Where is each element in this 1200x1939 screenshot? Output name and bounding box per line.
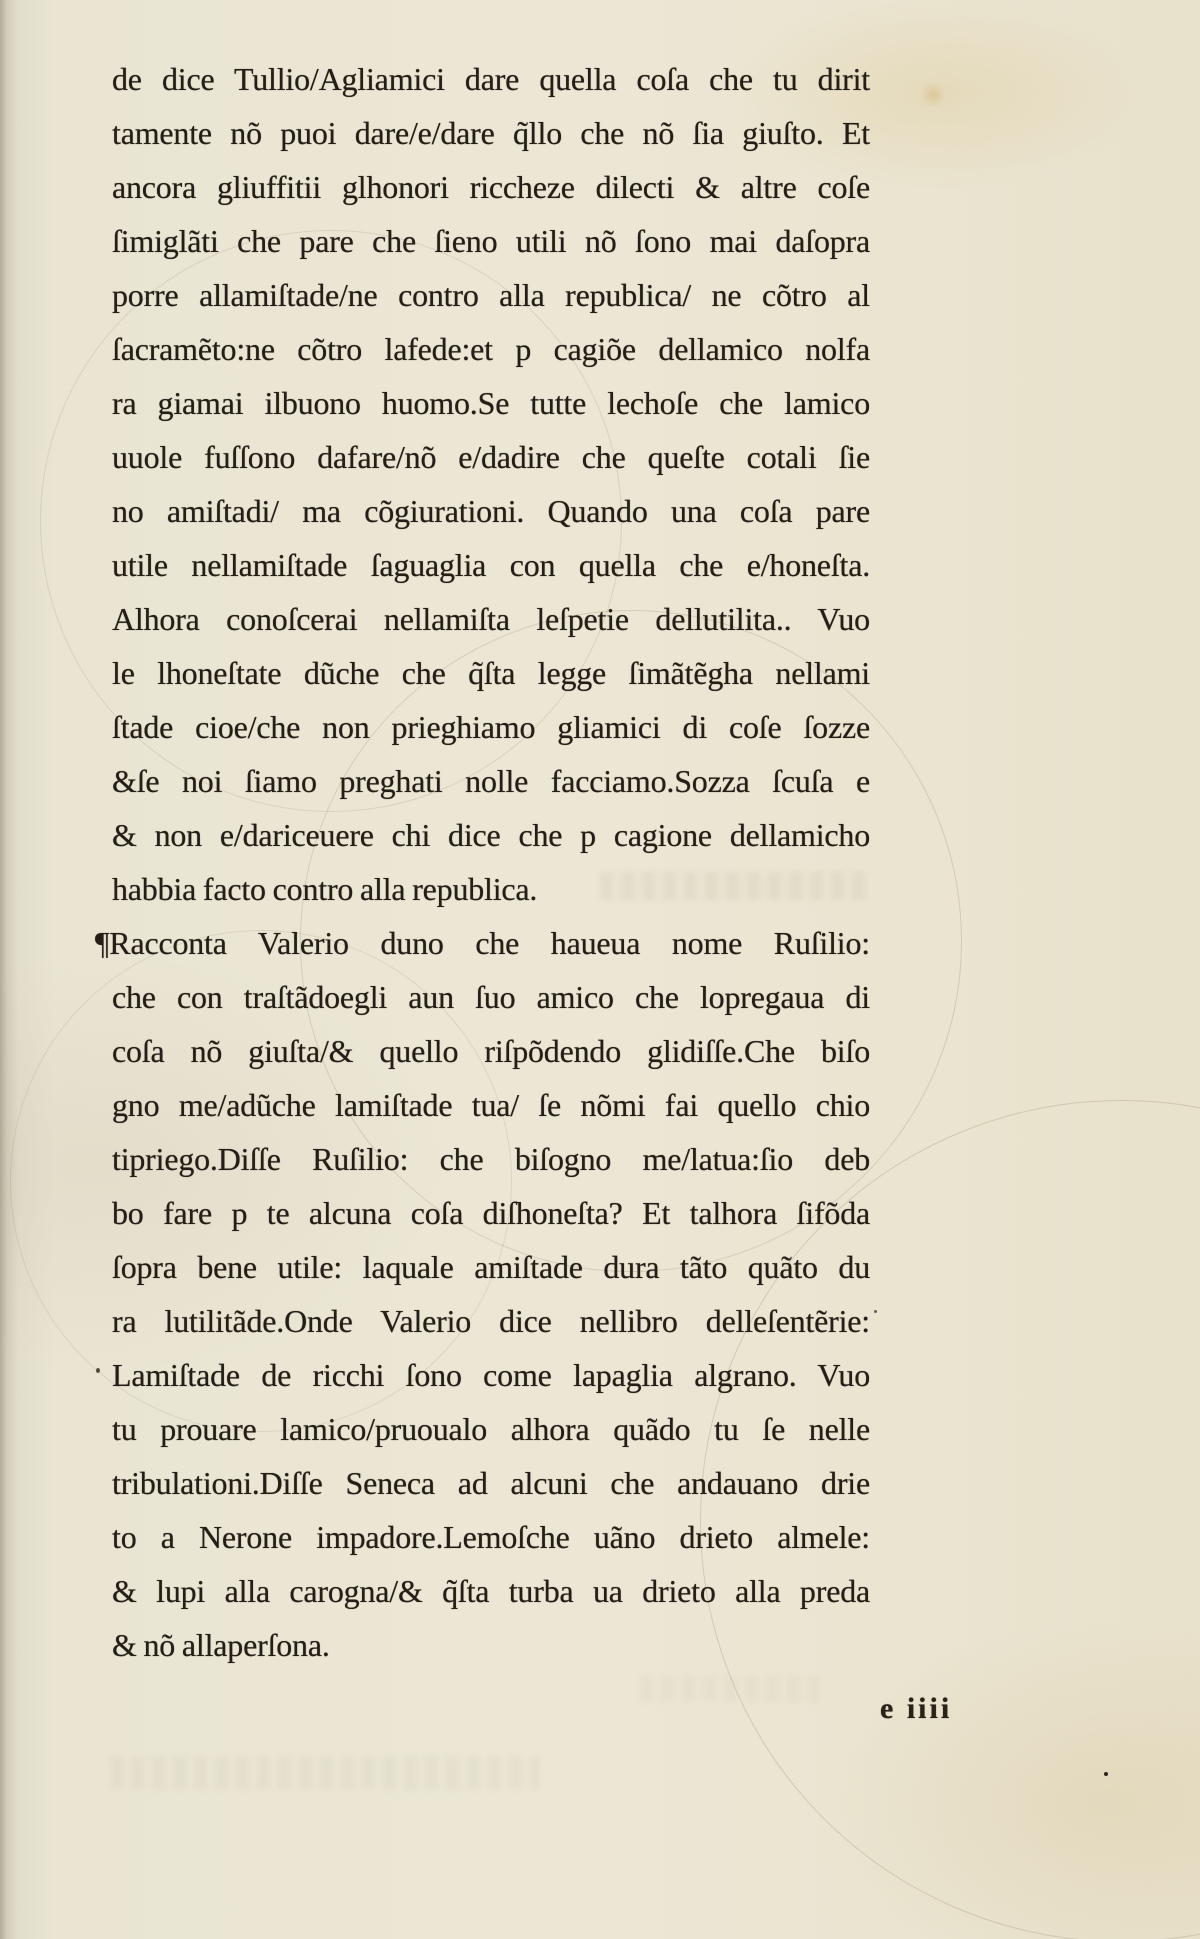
text-line: che con traſtãdoegli aun ſuo amico che lopregaua di (112, 979, 870, 1015)
text-line: & non e/dariceuere chi dice che p cagione dellamicho (112, 817, 870, 853)
text-line: ſimiglãti che pare che ſieno utili nõ ſono mai daſopra (112, 223, 870, 259)
text-line: habbia facto contro alla republica. (112, 871, 538, 907)
paper-stain (920, 82, 946, 108)
text-line: ſacramẽto:ne cõtro lafede:et p cagiõe dellamico nolfa (112, 331, 870, 367)
text-line: to a Nerone impadore.Lemoſche uãno drieto almele: (112, 1519, 870, 1555)
text-line: tamente nõ puoi dare/e/dare q̃llo che nõ ſia giuſto. Et (112, 115, 870, 151)
text-line: ra lutilitãde.Onde Valerio dice nellibro delleſentẽrie: (112, 1303, 870, 1339)
text-line: ſtade cioe/che non prieghiamo gliamici di coſe ſozze (112, 709, 870, 745)
text-line: ra giamai ilbuono huomo.Se tutte lechoſe che lamico (112, 385, 870, 421)
text-line: gno me/adũche lamiſtade tua/ ſe nõmi fai quello chio (112, 1087, 870, 1123)
text-line: le lhoneſtate dũche che q̃ſta legge ſimãtẽgha nellami (112, 655, 870, 691)
text-line: uuole fuſſono dafare/nõ e/dadire che queſte cotali ſie (112, 439, 870, 475)
text-line: utile nellamiſtade ſaguaglia con quella che e/honeſta. (112, 547, 870, 583)
signature-mark: e iiii (880, 1692, 953, 1725)
text-line: tribulationi.Diſſe Seneca ad alcuni che andauano drie (112, 1465, 870, 1501)
text-line: Lamiſtade de ricchi ſono come lapaglia algrano. Vuo (112, 1357, 870, 1393)
ink-speck (96, 1368, 100, 1373)
text-line: bo fare p te alcuna coſa diſhoneſta? Et talhora ſifõda (112, 1195, 870, 1231)
text-line: porre allamiſtade/ne contro alla republica/ ne cõtro al (112, 277, 870, 313)
text-line: ¶Racconta Valerio duno che haueua nome Ruſilio: (95, 925, 870, 961)
ink-speck (1104, 1772, 1108, 1776)
text-block (95, 52, 870, 1672)
text-line: & lupi alla carogna/& q̃ſta turba ua drieto alla preda (112, 1573, 870, 1609)
ink-speck (874, 1310, 877, 1313)
text-line: tipriego.Diſſe Ruſilio: che biſogno me/latua:ſio deb (112, 1141, 870, 1177)
text-line: tu prouare lamico/pruoualo alhora quãdo tu ſe nelle (112, 1411, 870, 1447)
text-line: &ſe noi ſiamo preghati nolle facciamo.Sozza ſcuſa e (112, 763, 870, 799)
text-line: Alhora conoſcerai nellamiſta leſpetie dellutilita.. Vuo (112, 601, 870, 637)
text-line: ancora gliuffitii glhonori riccheze dilecti & altre coſe (112, 169, 870, 205)
text-line: no amiſtadi/ ma cõgiurationi. Quando una coſa pare (112, 493, 870, 529)
text-line: de dice Tullio/Agliamici dare quella coſa che tu dirit (112, 61, 870, 97)
text-line: & nõ allaperſona. (112, 1627, 330, 1663)
verso-show-through (640, 1676, 820, 1702)
verso-show-through (110, 1756, 540, 1790)
text-line: coſa nõ giuſta/& quello riſpõdendo glidiſſe.Che biſo (112, 1033, 870, 1069)
text-line: ſopra bene utile: laquale amiſtade dura tãto quãto du (112, 1249, 870, 1285)
